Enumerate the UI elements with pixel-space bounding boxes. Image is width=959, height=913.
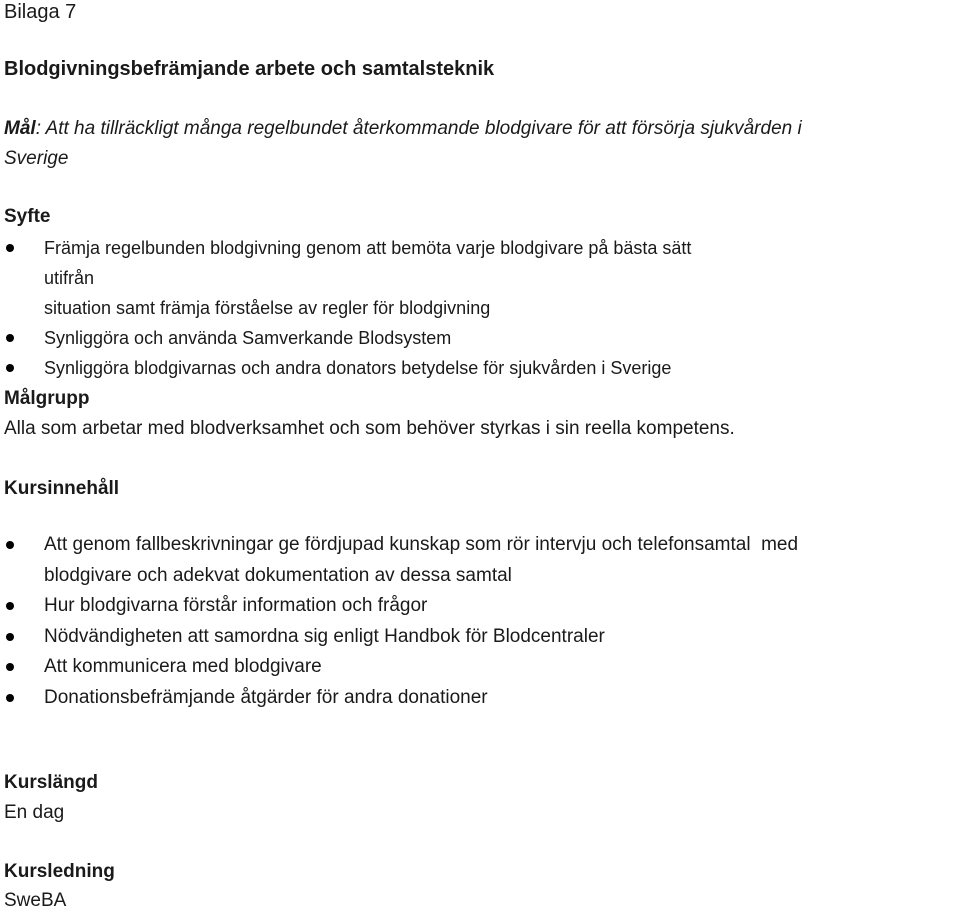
appendix-label: Bilaga 7: [4, 1, 77, 23]
malgrupp-text: Alla som arbetar med blodverksamhet och som behöver styrkas i sin reella kompetens.: [4, 418, 735, 439]
list-item-line1: Donationsbefrämjande åtgärder för andra donationer: [44, 686, 488, 708]
list-item-line1: Nödvändigheten att samordna sig enligt Handbok för Blodcentraler: [44, 625, 605, 647]
list-item: [0, 591, 959, 622]
bullet-icon: [6, 602, 14, 610]
list-item-line1: Synliggöra blodgivarnas och andra donators betydelse för sjukvården i Sverige: [44, 358, 672, 378]
list-item: [0, 323, 959, 353]
bullet-icon: [6, 694, 14, 702]
list-item: [0, 530, 959, 591]
kursinnehall-list: [0, 530, 959, 713]
syfte-heading: Syfte: [4, 206, 51, 227]
list-item: [0, 353, 959, 383]
list-item: [0, 233, 959, 323]
bullet-icon: [6, 633, 14, 641]
goal-line-1: [4, 118, 802, 140]
kurslangd-text: En dag: [4, 802, 65, 823]
list-item: [0, 622, 959, 653]
kursledning-text: SweBA: [4, 890, 67, 911]
list-item-line1: Hur blodgivarna förstår information och frågor: [44, 595, 428, 616]
document-title: Blodgivningsbefrämjande arbete och samtalsteknik: [4, 58, 495, 80]
list-item-line1: Främja regelbunden blodgivning genom att bemöta varje blodgivare på bästa sätt utifrån: [44, 238, 692, 288]
bullet-icon: [6, 663, 14, 671]
goal-text-line1: : Att ha tillräckligt många regelbundet återkommande blodgivare för att försörja sjukvården i: [35, 118, 802, 139]
bullet-icon: [6, 541, 14, 549]
list-item-line1: Att kommunicera med blodgivare: [44, 656, 322, 677]
malgrupp-heading: Målgrupp: [4, 388, 90, 409]
kursledning-heading: Kursledning: [4, 861, 115, 882]
bullet-icon: [6, 334, 14, 342]
bullet-icon: [6, 364, 14, 372]
goal-text-line2: Sverige: [4, 148, 69, 169]
bullet-icon: [6, 244, 14, 252]
list-item-line2: situation samt främja förståelse av regler för blodgivning: [44, 298, 491, 318]
syfte-list: [0, 233, 959, 383]
list-item-line2: blodgivare och adekvat dokumentation av dessa samtal: [44, 564, 512, 586]
goal-label: Mål: [4, 118, 36, 139]
list-item: [0, 652, 959, 683]
kursinnehall-heading: Kursinnehåll: [4, 478, 120, 499]
list-item: [0, 683, 959, 714]
list-item-line1: Att genom fallbeskrivningar ge fördjupad kunskap som rör intervju och telefonsamtal med: [44, 534, 799, 555]
kurslangd-heading: Kurslängd: [4, 772, 98, 793]
list-item-line1: Synliggöra och använda Samverkande Blodsystem: [44, 328, 452, 348]
